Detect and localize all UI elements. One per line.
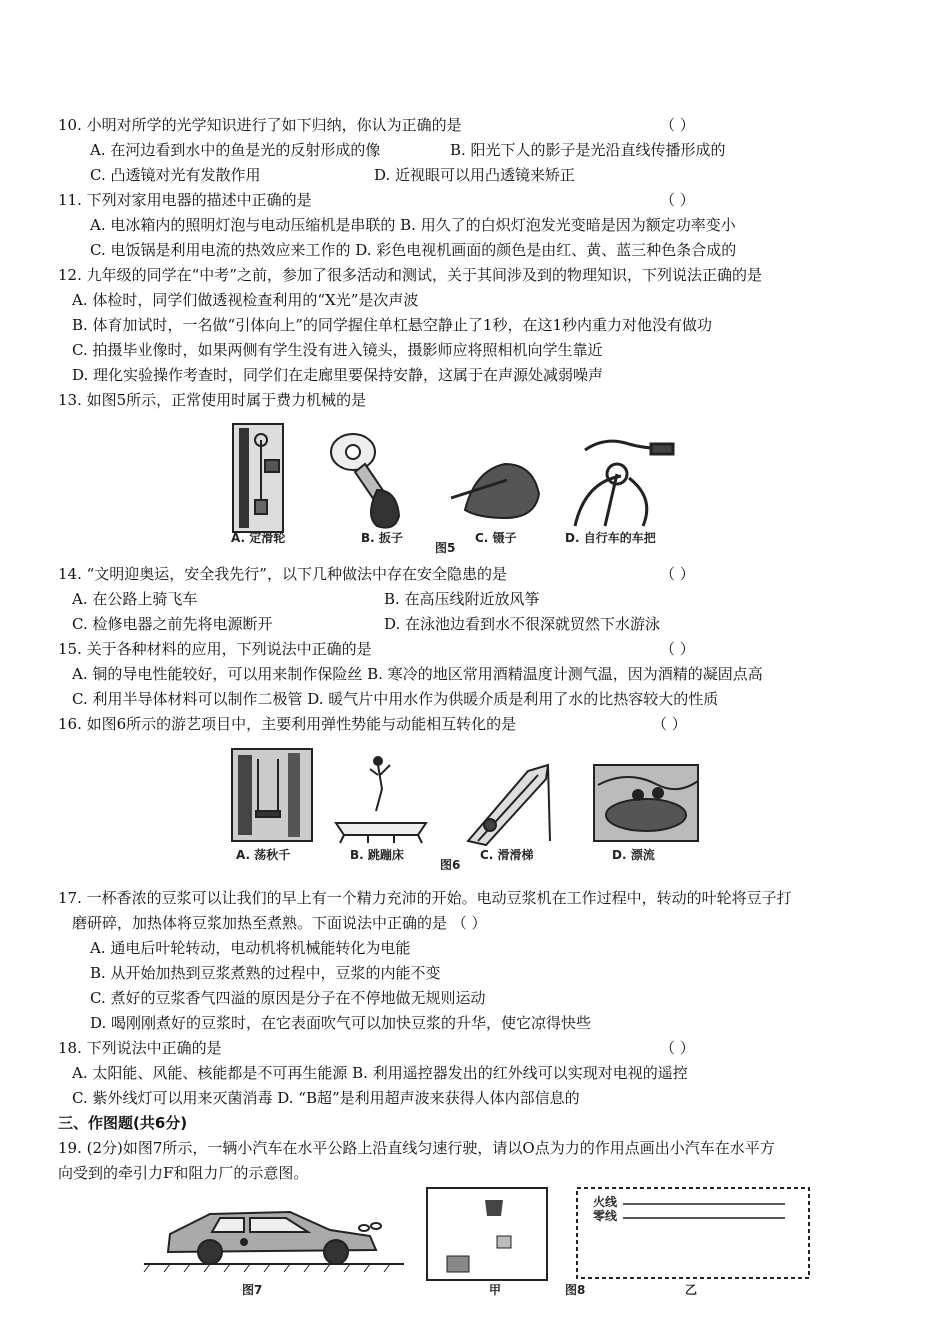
fig8-yi-label: 乙 — [685, 1283, 698, 1297]
road-hatching — [144, 1264, 390, 1272]
q17-stem-line2: 磨研碎，加热体将豆浆加热至煮熟。下面说法中正确的是 （ ） — [72, 914, 487, 932]
q19-text-line1: 19. (2分)如图7所示，一辆小汽车在水平公路上沿直线匀速行驶，请以O点为力的作用点画出小汽车在水平方 — [58, 1139, 775, 1157]
q10-option-d: D. 近视眼可以用凸透镜来矫正 — [374, 166, 576, 184]
q15-options-cd: C. 利用半导体材料可以制作二极管 D. 暖气片中用水作为供暖介质是利用了水的比热容较大的性质 — [72, 690, 719, 708]
q14-option-b: B. 在高压线附近放风筝 — [384, 590, 540, 608]
fig6-caption-c: C. 滑滑梯 — [480, 848, 534, 862]
car-illustration — [168, 1212, 381, 1264]
fig6-label: 图6 — [440, 858, 461, 870]
q10-option-a: A. 在河边看到水中的鱼是光的反射形成的像 — [90, 141, 381, 159]
fig5-caption-b: B. 扳子 — [361, 531, 403, 545]
q11-options-ab: A. 电冰箱内的照明灯泡与电动压缩机是串联的 B. 用久了的白炽灯泡发光变暗是因为额定功率变小 — [90, 216, 736, 234]
q10-option-b: B. 阳光下人的影子是光沿直线传播形成的 — [450, 141, 726, 159]
q17-option-c: C. 煮好的豆浆香气四溢的原因是分子在不停地做无规则运动 — [90, 989, 486, 1007]
tweezers-illustration — [451, 464, 539, 518]
q18-answer-paren: （ ） — [660, 1039, 695, 1057]
q17-option-a: A. 通电后叶轮转动，电动机将机械能转化为电能 — [90, 939, 411, 957]
q15-answer-paren: （ ） — [660, 640, 695, 658]
q13-stem: 13. 如图5所示，正常使用时属于费力机械的是 — [58, 391, 367, 409]
q11-stem: 11. 下列对家用电器的描述中正确的是 — [58, 191, 312, 209]
q18-options-ab: A. 太阳能、风能、核能都是不可再生能源 B. 利用遥控器发出的红外线可以实现对电视的遥控 — [72, 1064, 688, 1082]
q17-option-b: B. 从开始加热到豆浆煮熟的过程中，豆浆的内能不变 — [90, 964, 441, 982]
swing-illustration — [232, 749, 312, 841]
bicycle-handlebar-illustration — [575, 441, 673, 526]
q14-option-a: A. 在公路上骑飞车 — [72, 590, 198, 608]
figure-5 — [225, 420, 695, 560]
q12-option-c: C. 拍摄毕业像时，如果两侧有学生没有进入镜头，摄影师应将照相机向学生靠近 — [72, 341, 603, 359]
socket-icon — [447, 1256, 469, 1272]
live-wire-label: 火线 — [593, 1195, 618, 1209]
fig8-yi-panel — [577, 1188, 809, 1278]
q14-option-c: C. 检修电器之前先将电源断开 — [72, 615, 273, 633]
figure-8 — [425, 1186, 815, 1298]
fig5-caption-d: D. 自行车的车把 — [565, 531, 656, 545]
q14-answer-paren: （ ） — [660, 565, 695, 583]
fig6-caption-a: A. 荡秋千 — [236, 848, 291, 862]
q16-answer-paren: （ ） — [652, 715, 687, 733]
slide-illustration — [468, 765, 550, 845]
rafting-illustration — [594, 765, 698, 841]
neutral-wire-label: 零线 — [593, 1209, 618, 1223]
q12-stem: 12. 九年级的同学在“中考”之前，参加了很多活动和测试，关于其间涉及到的物理知识，下列说法正确的是 — [58, 266, 762, 284]
q12-option-b: B. 体育加试时，一名做“引体向上”的同学握住单杠悬空静止了1秒，在这1秒内重力对他没有做功 — [72, 316, 712, 334]
fixed-pulley-illustration — [233, 424, 283, 532]
q19-text-line2: 向受到的牵引力F和阻力厂的示意图。 — [58, 1164, 309, 1182]
figure-7 — [140, 1190, 410, 1300]
lamp-icon — [485, 1200, 503, 1216]
fig8-jia-label: 甲 — [489, 1283, 502, 1297]
q11-answer-paren: （ ） — [660, 191, 695, 209]
q17-option-d: D. 喝刚刚煮好的豆浆时，在它表面吹气可以加快豆浆的升华，使它凉得快些 — [90, 1014, 592, 1032]
trampoline-illustration — [336, 757, 426, 843]
fig5-caption-a: A. 定滑轮 — [231, 531, 286, 545]
fig6-caption-d: D. 漂流 — [612, 848, 655, 862]
point-o-marker — [241, 1239, 247, 1245]
q12-option-a: A. 体检时，同学们做透视检查利用的“X光”是次声波 — [72, 291, 419, 309]
fig5-caption-c: C. 镊子 — [475, 531, 517, 545]
fig8-jia-panel — [427, 1188, 547, 1280]
q10-option-c: C. 凸透镜对光有发散作用 — [90, 166, 261, 184]
q11-options-cd: C. 电饭锅是利用电流的热效应来工作的 D. 彩色电视机画面的颜色是由红、黄、蓝三种色条合成的 — [90, 241, 737, 259]
q15-stem: 15. 关于各种材料的应用，下列说法中正确的是 — [58, 640, 372, 658]
q14-stem: 14. “文明迎奥运，安全我先行”，以下几种做法中存在安全隐患的是 — [58, 565, 507, 583]
fig5-label: 图5 — [435, 541, 456, 555]
q16-stem: 16. 如图6所示的游艺项目中，主要利用弹性势能与动能相互转化的是 — [58, 715, 517, 733]
fig8-label: 图8 — [565, 1283, 586, 1297]
q18-options-cd: C. 紫外线灯可以用来灭菌消毒 D. “B超”是利用超声波来获得人体内部信息的 — [72, 1089, 580, 1107]
fig6-caption-b: B. 跳蹦床 — [350, 848, 404, 862]
q17-stem-line1: 17. 一杯香浓的豆浆可以让我们的早上有一个精力充沛的开始。电动豆浆机在工作过程中，转动的叶轮将豆子打 — [58, 889, 792, 907]
section-3-title: 三、作图题(共6分) — [58, 1114, 188, 1132]
fig7-label: 图7 — [242, 1283, 263, 1297]
q12-option-d: D. 理化实验操作考查时，同学们在走廊里要保持安静，这属于在声源处减弱噪声 — [72, 366, 604, 384]
q14-option-d: D. 在泳池边看到水不很深就贸然下水游泳 — [384, 615, 661, 633]
q15-options-ab: A. 铜的导电性能较好，可以用来制作保险丝 B. 寒冷的地区常用酒精温度计测气温，因为酒精的凝固点高 — [72, 665, 763, 683]
q10-answer-paren: （ ） — [660, 116, 695, 134]
wrench-illustration — [331, 434, 399, 528]
switch-icon — [497, 1236, 511, 1248]
q18-stem: 18. 下列说法中正确的是 — [58, 1039, 222, 1057]
q10-stem: 10. 小明对所学的光学知识进行了如下归纳，你认为正确的是 — [58, 116, 462, 134]
figure-6 — [228, 745, 703, 870]
